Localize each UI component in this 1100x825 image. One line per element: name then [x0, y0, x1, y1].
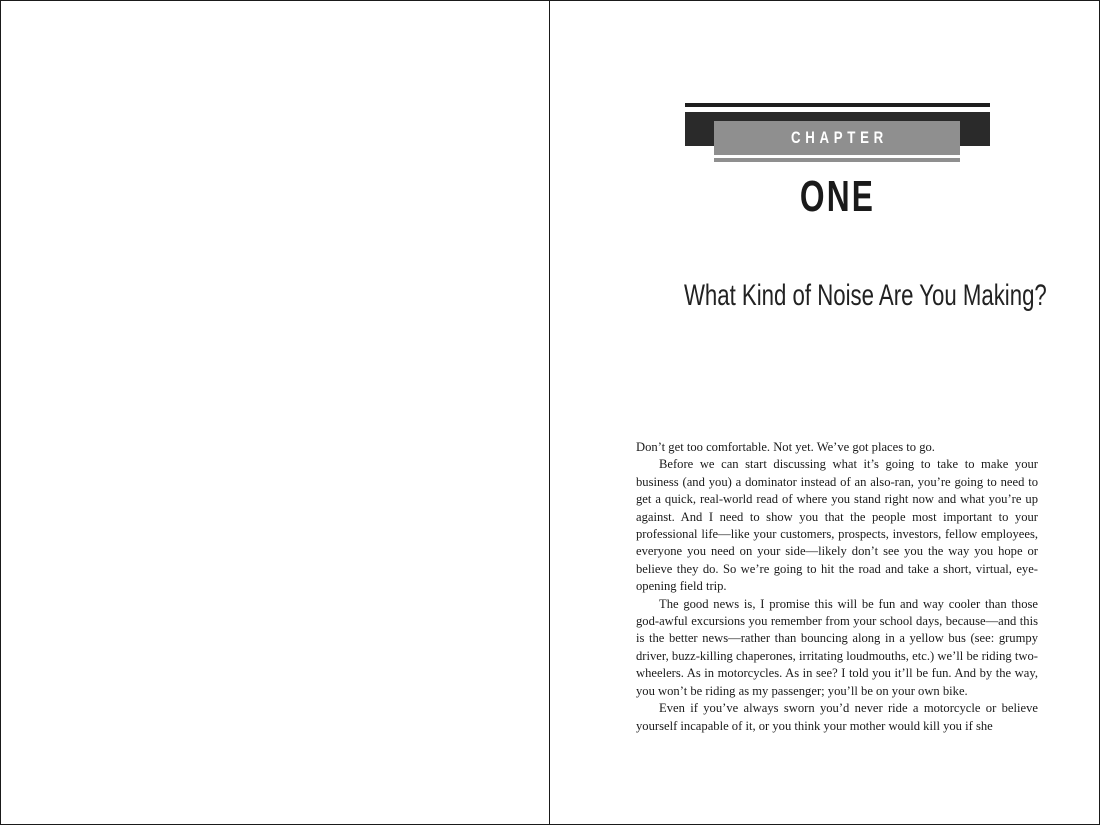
right-page — [549, 0, 1100, 825]
body-paragraph: Before we can start discussing what it’s going to take to make your business (and you) a dominator instead of an also-ran, you’re going to need to get a quick, real-world read of where you stand right now and what you’re up against. And I need to show you that the people most important to your professional life—like your customers, prospects, investors, fellow employees, everyone you need on your side—likely don’t see you the way you hope or believe they do. So we’re going to hit the road and take a short, virtual, eye-opening field trip. — [636, 457, 1038, 594]
body-paragraph: Don’t get too comfortable. Not yet. We’ve got places to go. — [636, 440, 935, 454]
chapter-label: CHAPTER — [790, 128, 888, 147]
chapter-title: What Kind of Noise Are You Making? — [683, 279, 1047, 312]
body-paragraph: The good news is, I promise this will be fun and way cooler than those god-awful excursions you remember from your school days, because—and this is the better news—rather than bouncing along in a yellow bus (see: grumpy driver, buzz-killing chaperones, irritating loudmouths, etc.) we’ll be riding two-wheelers. As in motorcycles. As in see? I told you it’ll be fun. And by the way, you won’t be riding as my passenger; you’ll be on your own bike. — [636, 596, 1038, 698]
ornament-bottom-rule — [714, 158, 960, 162]
chapter-heading-ornament — [685, 103, 990, 163]
chapter-label-box — [714, 121, 960, 155]
chapter-number: ONE — [799, 172, 876, 221]
ornament-top-rule — [685, 103, 990, 107]
body-paragraph: Even if you’ve always sworn you’d never ride a motorcycle or believe yourself incapable of it, or you think your mother would kill you if she — [636, 701, 1038, 733]
chapter-body — [636, 439, 1038, 735]
